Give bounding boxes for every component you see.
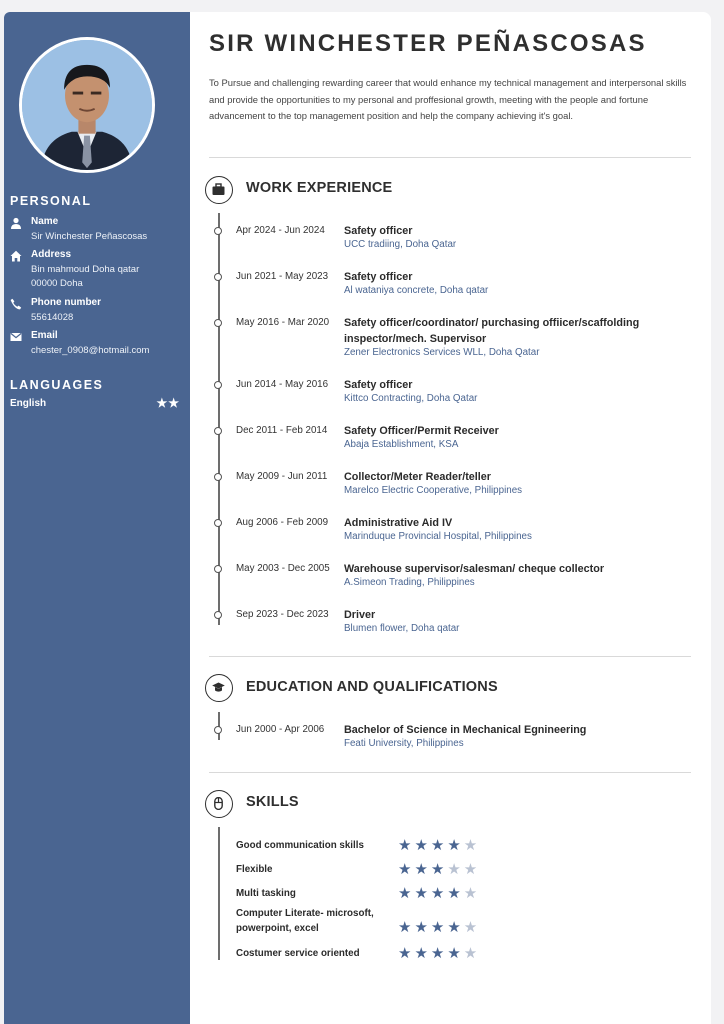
timeline-dot [214,473,222,481]
address-line1: Bin mahmoud Doha qatar [31,264,140,275]
phone-icon [10,298,22,310]
education-section-title: EDUCATION AND QUALIFICATIONS [246,679,498,695]
entry-title: Safety officer [344,379,413,391]
briefcase-icon [212,183,225,196]
divider [209,656,691,657]
sidebar [4,12,190,1024]
skill-rating-stars [398,884,480,902]
timeline-dot [214,381,222,389]
entry-organization: Marelco Electric Cooperative, Philippines [344,485,523,496]
divider [209,772,691,773]
entry-organization: Kittco Contracting, Doha Qatar [344,393,478,404]
star-empty-icon: ★ [463,885,481,902]
entry-title: Safety officer/coordinator/ purchasing offiicer/scaffolding inspector/mech. Supervisor [344,317,640,345]
work-section-title: WORK EXPERIENCE [246,180,393,196]
entry-date: Dec 2011 - Feb 2014 [236,425,328,436]
language-rating-stars: ★★ [156,396,180,410]
skill-name: Costumer service oriented [236,948,360,959]
entry-organization: Al wataniya concrete, Doha qatar [344,285,489,296]
entry-date: May 2009 - Jun 2011 [236,471,328,482]
entry-organization: Abaja Establishment, KSA [344,439,459,450]
timeline-dot [214,519,222,527]
entry-date: Aug 2006 - Feb 2009 [236,517,329,528]
skills-timeline [218,827,220,960]
career-objective: To Pursue and challenging rewarding career that would enhance my technical management and interpersonal skills and provide the opportunities to my personal and proffesional growth, meeting with the people and fortune advancement to the top management position and help the company achieving it's goal. [209,77,687,121]
profile-photo-illustration [22,40,152,170]
entry-date: Jun 2021 - May 2023 [236,271,329,282]
language-name: English [10,398,47,409]
entry-date: Jun 2000 - Apr 2006 [236,724,325,735]
phone-label: Phone number [31,297,102,308]
timeline-dot [214,227,222,235]
timeline-dot [214,611,222,619]
star-filled-icon: ★★★★ [398,885,464,902]
resume-page [4,12,711,1024]
skill-rating-stars [398,836,480,854]
star-filled-icon: ★★★★ [398,837,464,854]
timeline-dot [214,726,222,734]
skill-name: Flexible [236,864,273,875]
skills-section-title: SKILLS [246,794,299,810]
timeline-dot [214,319,222,327]
star-empty-icon: ★★ [447,861,481,878]
entry-organization: Blumen flower, Doha qatar [344,623,460,634]
entry-date: May 2016 - Mar 2020 [236,317,330,328]
entry-organization: Marinduque Provincial Hospital, Philippines [344,531,532,542]
work-section-icon [205,176,233,204]
timeline-dot [214,565,222,573]
address-line2: 00000 Doha [31,278,83,289]
entry-title: Bachelor of Science in Mechanical Egnineering [344,724,587,736]
skill-rating-stars [398,860,480,878]
star-filled-icon: ★★★★ [398,945,464,962]
home-icon [10,250,22,262]
entry-date: Sep 2023 - Dec 2023 [236,609,329,620]
education-section-icon [205,674,233,702]
star-filled-icon: ★★★ [398,861,448,878]
entry-title: Safety officer [344,271,413,283]
entry-title: Administrative Aid IV [344,517,453,529]
divider [209,157,691,158]
skill-rating-stars [398,918,480,936]
person-icon [10,217,22,229]
graduation-cap-icon [212,681,225,694]
star-filled-icon: ★★★★ [398,919,464,936]
phone-value: 55614028 [31,312,74,323]
timeline-dot [214,273,222,281]
entry-organization: Feati University, Philippines [344,738,464,749]
timeline-dot [214,427,222,435]
skill-name: Good communication skills [236,840,364,851]
entry-title: Warehouse supervisor/salesman/ cheque collector [344,563,605,575]
entry-title: Safety officer [344,225,413,237]
skills-section-icon [205,790,233,818]
entry-title: Driver [344,609,376,621]
email-label: Email [31,330,58,341]
profile-photo [19,37,155,173]
languages-heading: LANGUAGES [10,378,104,392]
entry-title: Safety Officer/Permit Receiver [344,425,499,437]
skill-name: Multi tasking [236,888,296,899]
skill-rating-stars [398,944,480,962]
star-empty-icon: ★ [463,837,481,854]
email-value[interactable]: chester_0908@hotmail.com [31,345,150,356]
candidate-name: SIR WINCHESTER PEÑASCOSAS [209,30,647,57]
name-label: Name [31,216,59,227]
entry-date: Apr 2024 - Jun 2024 [236,225,325,236]
entry-date: May 2003 - Dec 2005 [236,563,330,574]
address-label: Address [31,249,72,260]
entry-title: Collector/Meter Reader/teller [344,471,492,483]
star-empty-icon: ★ [463,945,481,962]
name-value: Sir Winchester Peñascosas [31,231,148,242]
entry-organization: A.Simeon Trading, Philippines [344,577,475,588]
mouse-icon [212,797,225,810]
star-empty-icon: ★ [463,919,481,936]
email-icon [10,331,22,343]
entry-date: Jun 2014 - May 2016 [236,379,329,390]
skill-name: Computer Literate- microsoft, powerpoint, excel [236,908,374,934]
entry-organization: Zener Electronics Services WLL, Doha Qatar [344,347,540,358]
personal-heading: PERSONAL [10,194,92,208]
entry-organization: UCC tradiing, Doha Qatar [344,239,457,250]
